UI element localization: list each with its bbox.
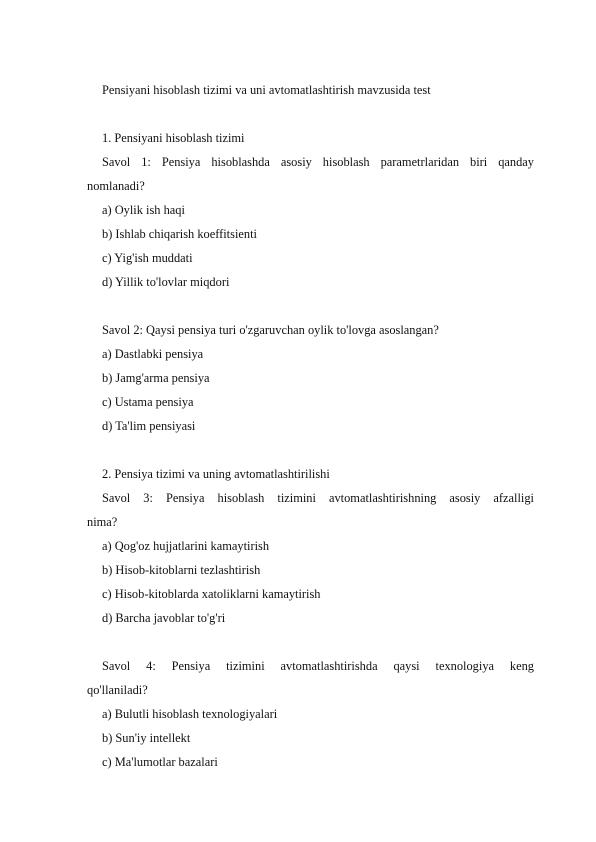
question-4-text: Savol 4: Pensiya tizimini avtomatlashtirishda qaysi texnologiya keng — [102, 659, 534, 673]
question-4-option-a: a) Bulutli hisoblash texnologiyalari — [102, 707, 278, 721]
question-2-option-d: d) Ta'lim pensiyasi — [102, 419, 196, 433]
question-1-option-b: b) Ishlab chiqarish koeffitsienti — [102, 227, 257, 241]
question-1-option-a: a) Oylik ish haqi — [102, 203, 185, 217]
question-2-option-c: c) Ustama pensiya — [102, 395, 194, 409]
question-4-option-c: c) Ma'lumotlar bazalari — [102, 755, 218, 769]
question-3-option-c: c) Hisob-kitoblarda xatoliklarni kamaytirish — [102, 587, 321, 601]
question-1-option-d: d) Yillik to'lovlar miqdori — [102, 275, 230, 289]
question-4-text-continued: qo'llaniladi? — [87, 683, 148, 697]
section-heading-2: 2. Pensiya tizimi va uning avtomatlashtirilishi — [102, 467, 330, 481]
question-2-option-b: b) Jamg'arma pensiya — [102, 371, 210, 385]
question-3-option-b: b) Hisob-kitoblarni tezlashtirish — [102, 563, 261, 577]
question-1-text-continued: nomlanadi? — [87, 179, 145, 193]
question-3-text-continued: nima? — [87, 515, 118, 529]
question-1-option-c: c) Yig'ish muddati — [102, 251, 193, 265]
section-heading-1: 1. Pensiyani hisoblash tizimi — [102, 131, 245, 145]
question-3-option-d: d) Barcha javoblar to'g'ri — [102, 611, 226, 625]
question-3-text: Savol 3: Pensiya hisoblash tizimini avtomatlashtirishning asosiy afzalligi — [102, 491, 534, 505]
question-2-text: Savol 2: Qaysi pensiya turi o'zgaruvchan oylik to'lovga asoslangan? — [102, 323, 439, 337]
question-4-option-b: b) Sun'iy intellekt — [102, 731, 191, 745]
question-1-text: Savol 1: Pensiya hisoblashda asosiy hisoblash parametrlaridan biri qanday — [102, 155, 534, 169]
document-title: Pensiyani hisoblash tizimi va uni avtomatlashtirish mavzusida test — [102, 83, 431, 97]
question-2-option-a: a) Dastlabki pensiya — [102, 347, 204, 361]
question-3-option-a: a) Qog'oz hujjatlarini kamaytirish — [102, 539, 270, 553]
